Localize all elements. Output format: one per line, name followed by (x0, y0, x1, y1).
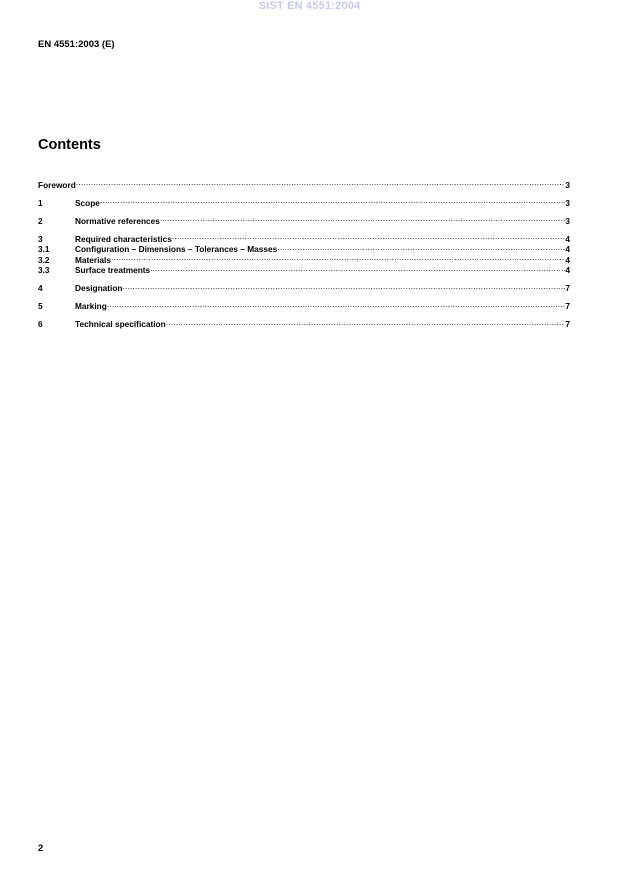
toc-entry-title: Normative references (75, 215, 160, 226)
toc-entry-number: 3.3 (38, 265, 50, 275)
toc-entry-technical-specification[interactable] (38, 317, 570, 328)
toc-entry-title: Required characteristics (75, 233, 172, 244)
toc-entry-title: Foreword (38, 179, 76, 190)
dot-leader (76, 177, 566, 188)
toc-entry-materials[interactable] (38, 252, 570, 263)
dot-leader (150, 263, 565, 274)
table-of-contents (38, 177, 570, 327)
toc-entry-configuration[interactable] (38, 242, 570, 253)
toc-entry-title: Configuration – Dimensions – Tolerances – Masses (75, 244, 278, 254)
page-number: 2 (38, 843, 44, 854)
toc-entry-number: 1 (38, 197, 43, 208)
toc-entry-title: Materials (75, 254, 111, 265)
toc-entry-title: Designation (75, 283, 123, 293)
toc-entry-number: 3.2 (38, 254, 50, 265)
contents-heading: Contents (38, 137, 101, 153)
toc-entry-number: 2 (38, 215, 43, 226)
toc-entry-required-characteristics[interactable] (38, 231, 570, 242)
toc-entry-title: Technical specification (75, 319, 166, 329)
dot-leader (172, 231, 566, 242)
toc-entry-title: Surface treatments (75, 265, 151, 275)
toc-entry-page: 4 (565, 233, 570, 244)
toc-entry-page: 3 (565, 179, 570, 190)
dot-leader (111, 252, 565, 263)
toc-entry-page: 7 (565, 283, 570, 293)
toc-entry-number: 4 (38, 283, 43, 293)
toc-entry-page: 4 (565, 265, 570, 275)
toc-entry-number: 3.1 (38, 244, 50, 254)
dot-leader (107, 299, 566, 310)
toc-entry-title: Marking (75, 301, 107, 311)
toc-entry-page: 4 (565, 244, 570, 254)
dot-leader (166, 317, 566, 328)
watermark: SIST EN 4551:2004 (258, 0, 361, 12)
toc-entry-foreword[interactable] (38, 177, 570, 188)
toc-entry-number: 5 (38, 301, 43, 311)
toc-entry-page: 7 (565, 301, 570, 311)
toc-entry-normative-references[interactable] (38, 213, 570, 224)
toc-entry-designation[interactable] (38, 281, 570, 292)
toc-entry-marking[interactable] (38, 299, 570, 310)
dot-leader (122, 281, 565, 292)
toc-entry-title: Scope (75, 197, 100, 208)
toc-entry-scope[interactable] (38, 195, 570, 206)
toc-entry-number: 6 (38, 319, 43, 329)
toc-entry-surface-treatments[interactable] (38, 263, 570, 274)
toc-entry-page: 3 (565, 215, 570, 226)
dot-leader (100, 195, 565, 206)
dot-leader (160, 213, 566, 224)
toc-entry-page: 4 (565, 254, 570, 265)
dot-leader (277, 242, 565, 253)
toc-entry-page: 7 (565, 319, 570, 329)
toc-entry-number: 3 (38, 233, 43, 244)
toc-entry-page: 3 (565, 197, 570, 208)
document-id: EN 4551:2003 (E) (38, 39, 115, 50)
